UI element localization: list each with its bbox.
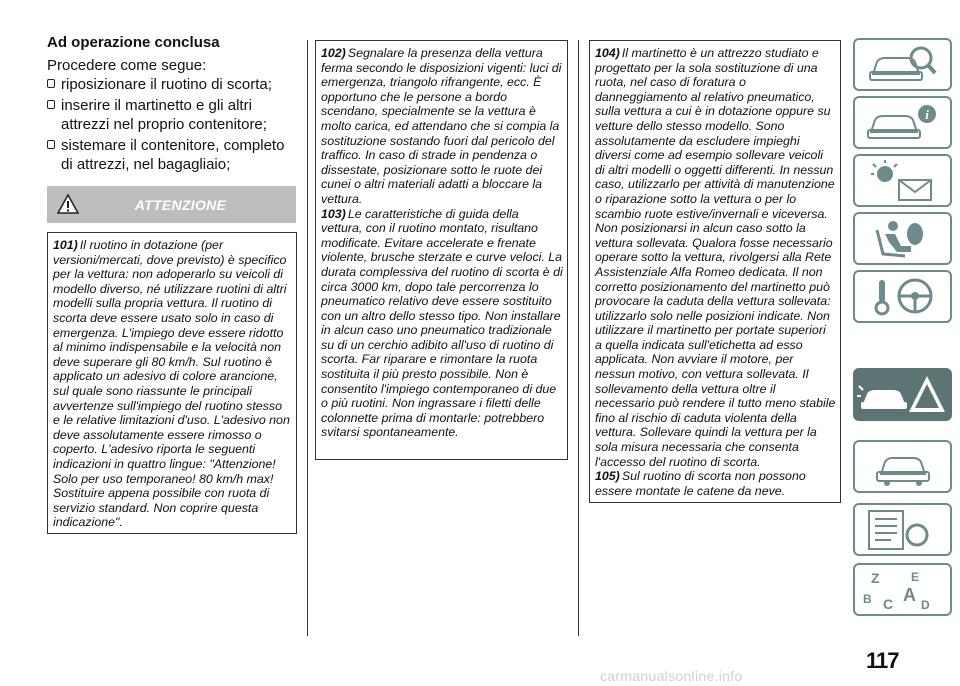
- section-title: Ad operazione conclusa: [47, 34, 220, 51]
- note-text: Il ruotino in dotazione (per versioni/mercati, dove previsto) è specifico per la vettura: non adoperarlo su veicoli di modello diverso, né utilizzare ruotini di altri modelli sulla propria vettura. Il ruotino di scorta deve essere usato solo in caso di emergenza. L'impiego deve essere ridotto al minimo indispensabile e la velocità non deve superare gli 80 km/h. Sul ruotino è applicato un adesivo di colore arancione, sul quale sono riassunte le principali avvertenze sull'impiego del ruotino stesso e le relative limitazioni d'uso. L'adesivo non deve assolutamente essere rimosso o coperto. L'adesivo riporta le seguenti indicazioni in quattro lingue: "Attenzione! Solo per uso temporaneo! 80 km/h max! Sostituire appena possibile con ruota di servizio standard. Non coprire questa indicazione".: [53, 238, 290, 530]
- note-number: 104): [595, 46, 620, 60]
- note-text: Le caratteristiche di guida della vettura, con il ruotino montato, risultano modificate. Evitare accelerate e frenate violente, brusche sterzate e curve veloci. La durata complessiva del ruotino di scorta è di circa 3000 km, dopo tale percorrenza lo pneumatico relativo deve essere sostituito con un altro dello stesso tipo. Non installare in alcun caso uno pneumatico tradizionale su di un cerchio adibito all'uso di ruotino di scorta. Far riparare e rimontare la ruota sostituita il più presto possibile. Non è consentito l'impiego contemporaneo di due o più ruotini. Non ingrassare i filetti delle colonnette prima di montarle: potrebbero svitarsi spontaneamente.: [321, 206, 563, 440]
- sidebar-tile-emergency[interactable]: [853, 368, 952, 421]
- car-icon: [855, 442, 950, 491]
- sidebar-tile-seat-airbag[interactable]: [853, 212, 952, 265]
- step-text: riposizionare il ruotino di scorta;: [61, 76, 272, 93]
- note-item: [595, 46, 836, 469]
- warning-note-box: [315, 40, 568, 460]
- svg-text:A: A: [903, 585, 916, 605]
- note-number: 102): [321, 46, 346, 60]
- step-item: [47, 136, 297, 174]
- note-text: Il martinetto è un attrezzo studiato e progettato per la sola sostituzione di una ruota, nel caso di foratura o danneggiamento al relativo pneumatico, sulla vettura a cui è in dotazione oppure su vetture dello stesso modello. Sono assolutamente da escludere impieghi diversi come ad esempio sollevare veicoli di altri modelli o oggetti differenti. In nessun caso, utilizzarlo per attività di manutenzione o riparazione sotto la vettura o per lo scambio ruote estive/invernali e viceversa. Non posizionarsi in alcun caso sotto la vettura sollevata. Qualora fosse necessario operare sotto la vettura, rivolgersi alla Rete Assistenziale Alfa Romeo dedicata. Il non corretto posizionamento del martinetto può provocare la caduta della vettura sollevata: utilizzarlo solo nelle posizioni indicate. Non utilizzare il martinetto per portate superiori a quella indicata sull'etichetta ad esso applicata. Non avviare il motore, per nessun motivo, con vettura sollevata. Il sollevamento della vettura oltre il necessario può rendere il tutto meno stabile fino al rischio di caduta violenta della vettura. Sollevare quindi la vettura per la sola misura necessaria che consenta l'accesso del ruotino di scorta.: [595, 46, 836, 469]
- warning-note-box: [47, 232, 297, 534]
- seat-airbag-icon: [855, 214, 950, 263]
- note-number: 101): [53, 238, 78, 252]
- specifications-list-icon: [855, 505, 950, 554]
- car-accident-warning-icon: [855, 370, 950, 419]
- svg-text:D: D: [921, 598, 930, 612]
- sidebar-tile-specifications[interactable]: [853, 503, 952, 556]
- note-number: 105): [595, 469, 620, 484]
- note-item: [321, 46, 563, 207]
- key-steering-wheel-icon: [855, 272, 950, 321]
- intro-block: [47, 56, 297, 174]
- warning-note-box: [589, 40, 841, 503]
- warning-lights-message-icon: [855, 156, 950, 205]
- column-divider: [307, 40, 308, 636]
- page-number: 117: [866, 648, 899, 673]
- svg-text:E: E: [911, 570, 920, 584]
- checkbox-bullet-icon: [47, 140, 55, 149]
- intro-text: Procedere come segue:: [47, 57, 207, 74]
- step-item: [47, 96, 297, 134]
- checkbox-bullet-icon: [47, 79, 55, 88]
- warning-header: [47, 186, 296, 223]
- note-item: [321, 207, 563, 441]
- car-info-icon: [855, 98, 950, 147]
- sidebar-tile-car-search[interactable]: [853, 38, 952, 91]
- sidebar-tile-car-info[interactable]: [853, 96, 952, 149]
- note-text: Sul ruotino di scorta non possono essere montate le catene da neve.: [595, 469, 806, 498]
- sidebar-tile-key-steering[interactable]: [853, 270, 952, 323]
- alphabet-index-icon: [855, 565, 950, 614]
- watermark: carmanualsonline.info: [600, 668, 743, 684]
- column-divider: [578, 40, 579, 636]
- note-number: 103): [321, 206, 346, 221]
- checkbox-bullet-icon: [47, 100, 55, 109]
- svg-text:B: B: [863, 592, 872, 606]
- sidebar-tile-car[interactable]: [853, 440, 952, 493]
- step-item: [47, 75, 297, 94]
- sidebar-tile-index[interactable]: [853, 563, 952, 616]
- note-item: [595, 469, 836, 498]
- step-text: sistemare il contenitore, completo di attrezzi, nel bagagliaio;: [61, 137, 285, 173]
- car-search-icon: [855, 40, 950, 89]
- step-text: inserire il martinetto e gli altri attrezzi nel proprio contenitore;: [61, 97, 267, 133]
- warning-title: ATTENZIONE: [134, 197, 227, 213]
- svg-text:i: i: [925, 107, 929, 122]
- sidebar-tile-warning-lights[interactable]: [853, 154, 952, 207]
- svg-text:Z: Z: [871, 570, 880, 586]
- svg-text:C: C: [883, 596, 894, 612]
- note-text: Segnalare la presenza della vettura ferma secondo le disposizioni vigenti: luci di emergenza, triangolo rifrangente, ecc. È opportuno che le persone a bordo scendano, specialmente se la vettura è molto carica, ed attendano che si compia la sostituzione sostando fuori dal pericolo del traffico. In caso di strade in pendenza o dissestate, posizionare sotto le ruote dei cunei o altri materiali adatti a bloccare la vettura.: [321, 46, 562, 206]
